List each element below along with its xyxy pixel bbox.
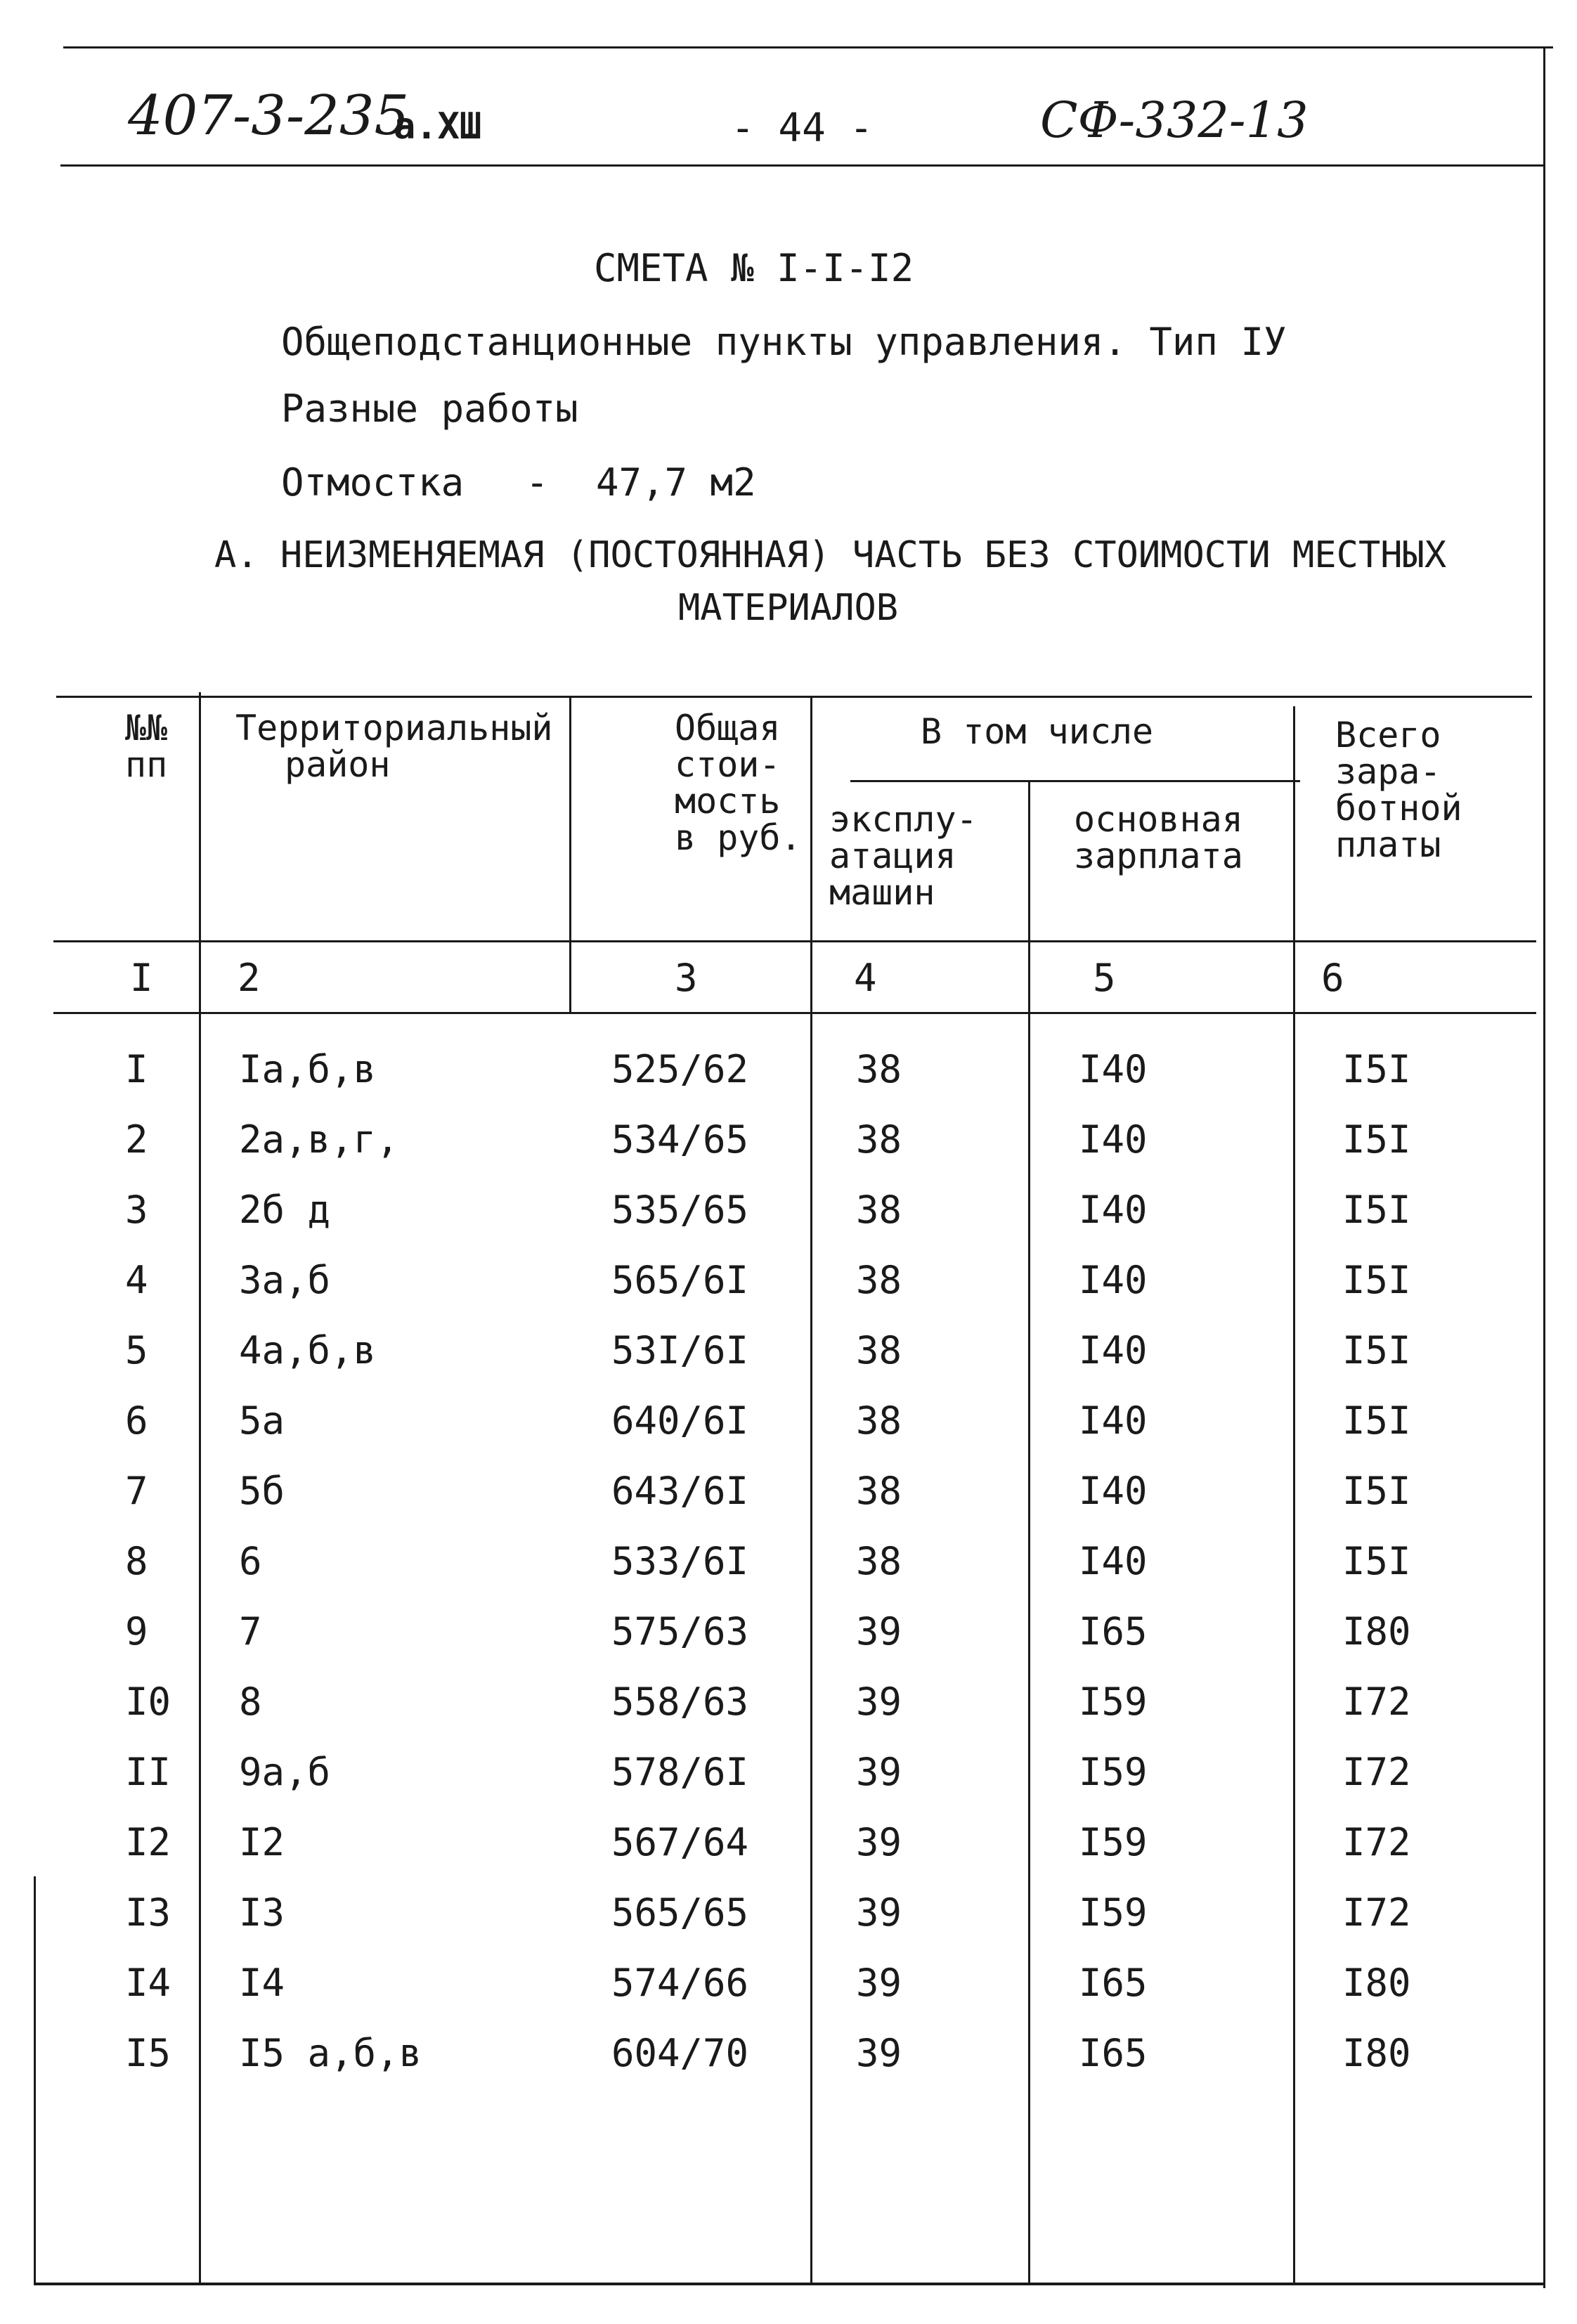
row-number: 6: [125, 1398, 148, 1443]
section-a-line-1: А. НЕИЗМЕНЯЕМАЯ (ПОСТОЯННАЯ) ЧАСТЬ БЕЗ СТОИМОСТИ МЕСТНЫХ: [214, 534, 1447, 576]
row-total-cost: 565/65: [611, 1890, 749, 1935]
row-salary: I40: [1079, 1188, 1148, 1232]
header-rule: [60, 164, 1545, 167]
row-machines: 39: [856, 1750, 902, 1794]
row-region: I4: [239, 1961, 285, 2005]
row-machines: 39: [856, 1609, 902, 1654]
row-region: 7: [239, 1609, 262, 1654]
row-machines: 38: [856, 1047, 902, 1091]
row-region: 3а,б: [239, 1258, 331, 1302]
col-number-1: I: [130, 956, 153, 1000]
row-total-cost: 574/66: [611, 1961, 749, 2005]
row-all-salary: I5I: [1342, 1258, 1411, 1302]
title-line-1: Общеподстанционные пункты управления. Тип IУ: [281, 320, 1287, 364]
row-total-cost: 575/63: [611, 1609, 749, 1654]
row-salary: I65: [1079, 2031, 1148, 2075]
row-salary: I59: [1079, 1750, 1148, 1794]
row-total-cost: 643/6I: [611, 1469, 749, 1513]
header-total: Общая стои- мость в руб.: [675, 708, 802, 858]
row-number: 8: [125, 1539, 148, 1583]
col-number-5: 5: [1093, 956, 1116, 1000]
row-all-salary: I80: [1342, 2031, 1411, 2075]
row-machines: 39: [856, 1820, 902, 1864]
row-total-cost: 53I/6I: [611, 1328, 749, 1372]
row-number: 5: [125, 1328, 148, 1372]
frame-top: [63, 46, 1553, 48]
row-salary: I65: [1079, 1961, 1148, 2005]
row-total-cost: 533/6I: [611, 1539, 749, 1583]
subheader-rule: [850, 780, 1300, 782]
row-region: 2а,в,г,: [239, 1117, 399, 1162]
col-divider-5: [1293, 706, 1295, 2284]
row-region: 8: [239, 1680, 262, 1724]
album-label: а.XШ: [394, 105, 482, 148]
row-salary: I40: [1079, 1117, 1148, 1162]
row-salary: I40: [1079, 1539, 1148, 1583]
header-bottom-rule: [53, 940, 1536, 942]
row-number: I: [125, 1047, 148, 1091]
row-region: 5б: [239, 1469, 285, 1513]
row-machines: 38: [856, 1188, 902, 1232]
frame-bottom: [34, 2283, 1545, 2285]
row-machines: 39: [856, 2031, 902, 2075]
col-divider-2: [569, 696, 571, 1012]
row-number: II: [125, 1750, 171, 1794]
page-number: - 44 -: [731, 105, 874, 151]
row-region: 9а,б: [239, 1750, 331, 1794]
section-a-line-2: МАТЕРИАЛОВ: [678, 587, 899, 629]
header-all-salary: Всего зара- ботной платы: [1335, 715, 1462, 865]
row-total-cost: 534/65: [611, 1117, 749, 1162]
row-salary: I40: [1079, 1258, 1148, 1302]
title-line-3-value: 47,7 м2: [596, 460, 756, 505]
row-number: I3: [125, 1890, 171, 1935]
row-region: I5 а,б,в: [239, 2031, 422, 2075]
row-total-cost: 535/65: [611, 1188, 749, 1232]
row-number: I5: [125, 2031, 171, 2075]
row-number: 4: [125, 1258, 148, 1302]
row-region: Iа,б,в: [239, 1047, 377, 1091]
row-machines: 39: [856, 1961, 902, 2005]
row-machines: 38: [856, 1469, 902, 1513]
row-region: 6: [239, 1539, 262, 1583]
row-region: 4а,б,в: [239, 1328, 377, 1372]
row-machines: 38: [856, 1398, 902, 1443]
row-number: I2: [125, 1820, 171, 1864]
row-machines: 39: [856, 1890, 902, 1935]
row-all-salary: I5I: [1342, 1117, 1411, 1162]
row-all-salary: I5I: [1342, 1328, 1411, 1372]
header-including: В том числе: [921, 711, 1154, 752]
row-total-cost: 567/64: [611, 1820, 749, 1864]
row-total-cost: 640/6I: [611, 1398, 749, 1443]
row-salary: I40: [1079, 1398, 1148, 1443]
col-number-3: 3: [675, 956, 698, 1000]
col-divider-1: [199, 692, 201, 2284]
frame-right: [1543, 46, 1545, 2288]
header-salary: основная зарплата: [1074, 799, 1243, 876]
row-all-salary: I5I: [1342, 1539, 1411, 1583]
header-num: №№ пп: [125, 708, 168, 785]
row-salary: I59: [1079, 1890, 1148, 1935]
row-salary: I65: [1079, 1609, 1148, 1654]
table-top-rule: [56, 696, 1532, 698]
row-salary: I40: [1079, 1469, 1148, 1513]
header-machines: эксплу- атация машин: [829, 799, 978, 913]
doc-code: 407-3-235: [128, 84, 410, 148]
row-machines: 38: [856, 1258, 902, 1302]
row-all-salary: I72: [1342, 1680, 1411, 1724]
title-line-2: Разные работы: [281, 387, 578, 431]
col-divider-4: [1028, 780, 1030, 2284]
col-number-6: 6: [1321, 956, 1344, 1000]
row-all-salary: I80: [1342, 1961, 1411, 2005]
row-all-salary: I5I: [1342, 1047, 1411, 1091]
row-total-cost: 604/70: [611, 2031, 749, 2075]
row-all-salary: I5I: [1342, 1188, 1411, 1232]
sheet-code: СФ-332-13: [1040, 91, 1309, 149]
col-divider-3: [810, 696, 812, 2284]
row-number: 9: [125, 1609, 148, 1654]
title-line-3-dash: -: [526, 460, 549, 505]
estimate-number: СМЕТА № I-I-I2: [594, 246, 914, 290]
row-number: I4: [125, 1961, 171, 2005]
row-total-cost: 578/6I: [611, 1750, 749, 1794]
row-salary: I59: [1079, 1820, 1148, 1864]
row-region: 2б д: [239, 1188, 331, 1232]
row-region: 5а: [239, 1398, 285, 1443]
frame-left: [34, 1876, 36, 2284]
row-all-salary: I72: [1342, 1820, 1411, 1864]
col-number-2: 2: [238, 956, 261, 1000]
col-number-4: 4: [854, 956, 877, 1000]
row-total-cost: 525/62: [611, 1047, 749, 1091]
row-number: 7: [125, 1469, 148, 1513]
row-all-salary: I5I: [1342, 1398, 1411, 1443]
row-machines: 38: [856, 1539, 902, 1583]
row-machines: 38: [856, 1328, 902, 1372]
row-all-salary: I80: [1342, 1609, 1411, 1654]
row-number: 3: [125, 1188, 148, 1232]
row-salary: I59: [1079, 1680, 1148, 1724]
row-total-cost: 565/6I: [611, 1258, 749, 1302]
row-machines: 39: [856, 1680, 902, 1724]
row-total-cost: 558/63: [611, 1680, 749, 1724]
row-all-salary: I72: [1342, 1890, 1411, 1935]
title-line-3-label: Отмостка: [281, 460, 465, 505]
row-salary: I40: [1079, 1328, 1148, 1372]
row-machines: 38: [856, 1117, 902, 1162]
row-number: 2: [125, 1117, 148, 1162]
row-region: I3: [239, 1890, 285, 1935]
header-region: Территориальный район: [235, 708, 553, 785]
colnum-bottom-rule: [53, 1012, 1536, 1014]
row-region: I2: [239, 1820, 285, 1864]
row-all-salary: I5I: [1342, 1469, 1411, 1513]
row-number: I0: [125, 1680, 171, 1724]
row-all-salary: I72: [1342, 1750, 1411, 1794]
row-salary: I40: [1079, 1047, 1148, 1091]
